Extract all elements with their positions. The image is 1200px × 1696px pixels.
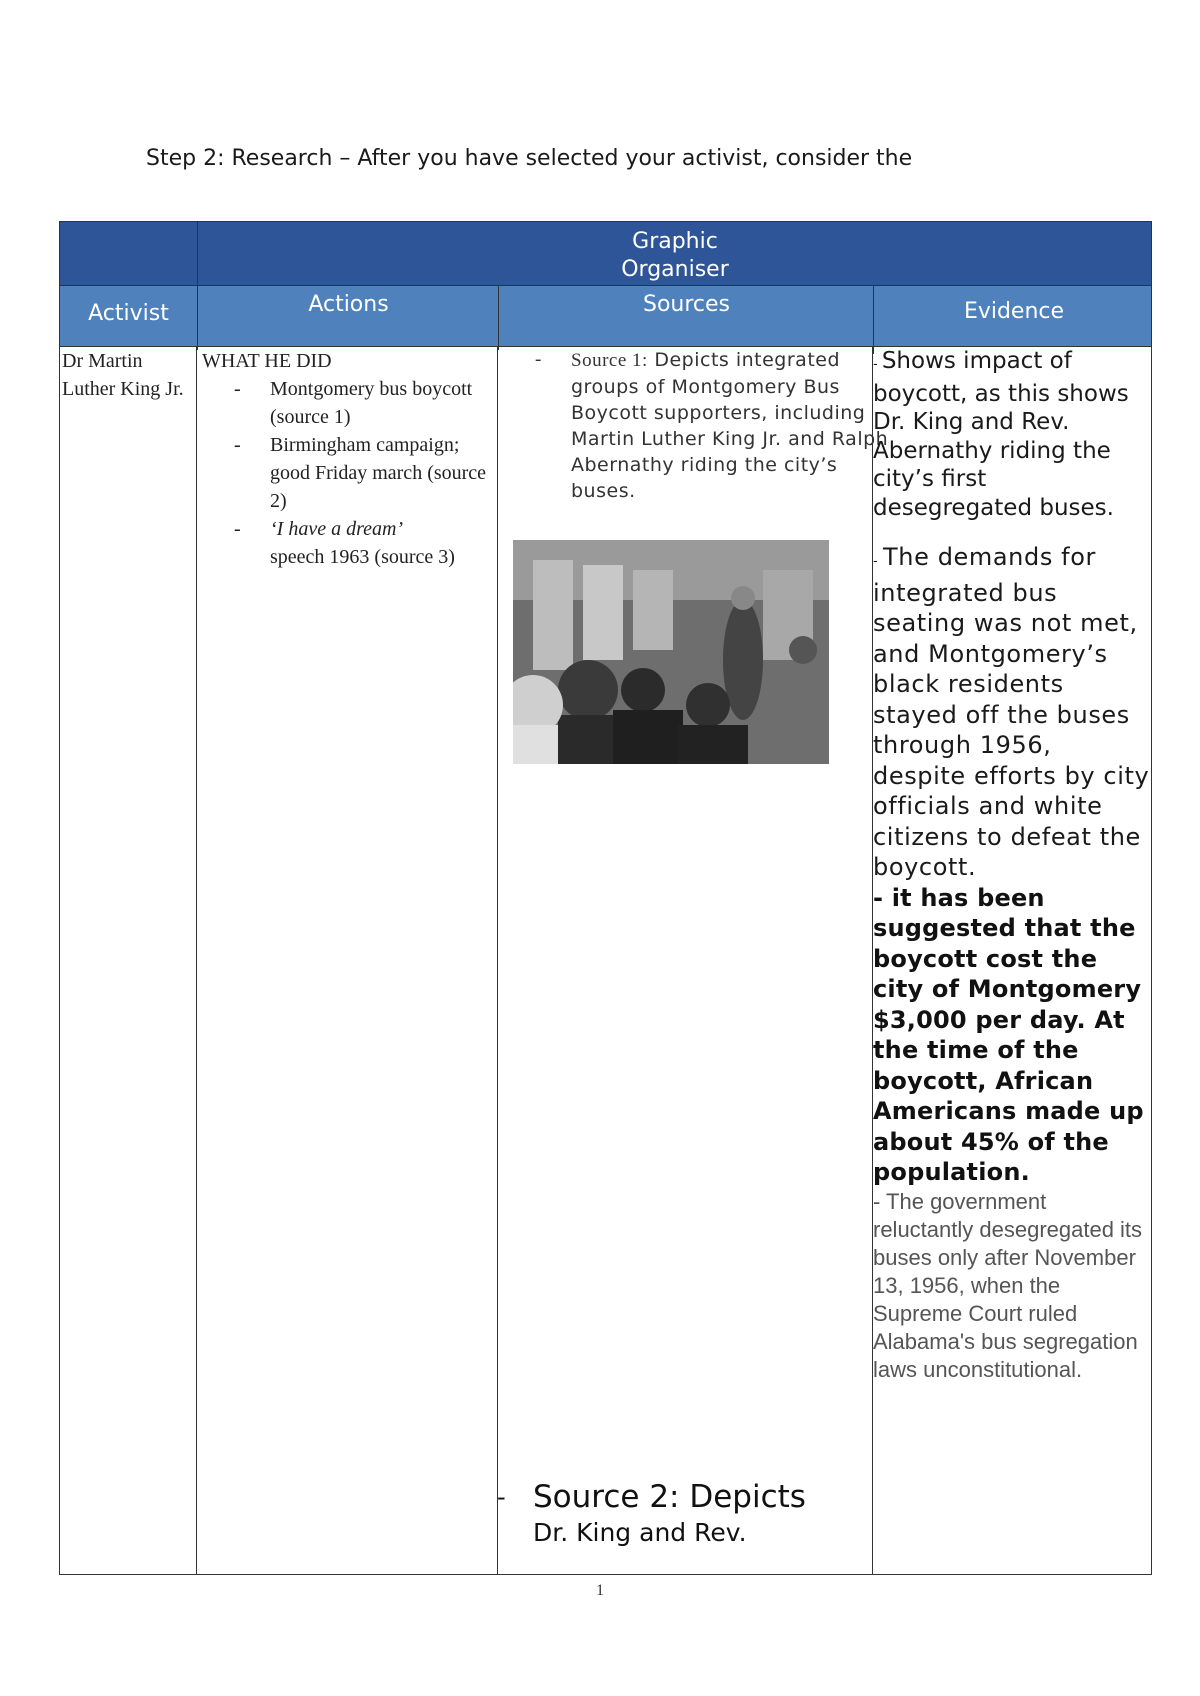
page-heading: Step 2: Research – After you have selected your activist, consider the (146, 146, 913, 171)
source2-item (533, 1477, 873, 1549)
table-title-line2: Organiser (621, 257, 729, 282)
table-title (197, 228, 1153, 284)
evidence-item-4: - The government reluctantly desegregated its buses only after November 13, 1956, when the Supreme Court ruled Alabama's bus segregation laws unconstitutional. (873, 1188, 1143, 1382)
col-header-evidence: Evidence (873, 286, 1154, 354)
source1-text: Depicts integrated groups of Montgomery Bus Boycott supporters, including Martin Luther King Jr. and Ralph Abernathy riding the city’s buses. (571, 349, 889, 502)
evidence-item-2: - The demands for integrated bus seating was not met, and Montgomery’s black residents stayed off the buses through 1956, despite efforts by city officials and white citizens to defeat the boycott. (873, 543, 1150, 881)
page-number: 1 (596, 1582, 604, 1599)
source1-item (535, 347, 905, 504)
source2-line1: - Source 2: Depicts (533, 1477, 873, 1517)
speech-title: ‘I have a dream’ (270, 518, 404, 540)
speech-detail: speech 1963 (source 3) (270, 546, 455, 568)
list-item: - Birmingham campaign; good Friday march (source 2) (202, 431, 502, 515)
evidence-cell (873, 347, 1151, 1384)
sources-cell (535, 347, 905, 504)
actions-heading: WHAT HE DID (202, 350, 332, 372)
table-title-line1: Graphic (632, 229, 718, 254)
list-item: - Montgomery bus boycott (source 1) (202, 375, 502, 431)
col-header-sources: Sources (498, 286, 874, 350)
col-header-activist: Activist (88, 301, 169, 326)
activist-name: Dr Martin Luther King Jr. (62, 350, 184, 400)
source1-label: Source 1: (571, 350, 648, 371)
table-column-header-row (59, 286, 1152, 347)
table-header-title-row (59, 221, 1152, 286)
evidence-item-1: - Shows impact of boycott, as this shows Dr. King and Rev. Abernathy riding the city’s first desegregated buses. (873, 348, 1129, 521)
bus-boycott-photo (513, 540, 829, 764)
graphic-organiser-table (59, 221, 1152, 1575)
actions-cell (202, 347, 502, 571)
actions-list (202, 375, 502, 571)
evidence-item-3: - it has been suggested that the boycott cost the city of Montgomery $3,000 per day. At the time of the boycott, African Americans made up about 45% of the population. (873, 883, 1144, 1186)
list-item (202, 515, 502, 571)
col-header-actions: Actions (197, 286, 499, 350)
column-divider (196, 347, 197, 1574)
source2-line2: Dr. King and Rev. (533, 1518, 747, 1547)
header-blank-cell (60, 222, 198, 287)
